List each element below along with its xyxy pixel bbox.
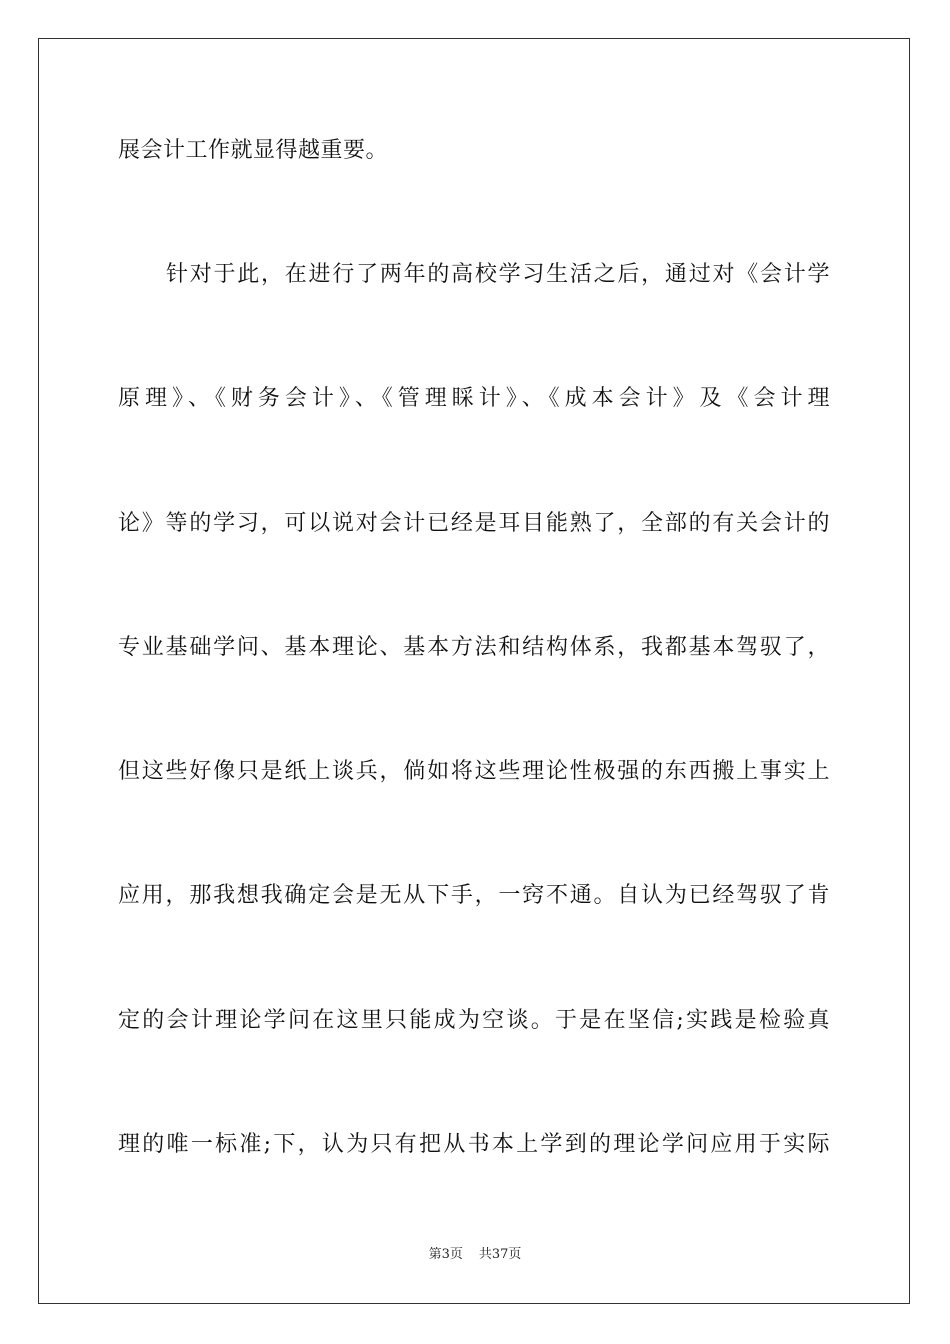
paragraph-line-4: 论》等的学习，可以说对会计已经是耳目能熟了，全部的有关会计的 [118,511,830,536]
paragraph-line-7: 应用，那我想我确定会是无从下手，一窍不通。自认为已经驾驭了肯 [118,883,830,908]
paragraph-line-1: 展会计工作就显得越重要。 [118,138,389,163]
page-footer [0,1246,950,1264]
page-number-current: 第3页 [428,1247,463,1262]
paragraph-line-3: 原理》、《财务会计》、《管理睬计》、《成本会计》及《会计理 [118,386,830,411]
paragraph-line-9: 理的唯一标准;下，认为只有把从书本上学到的理论学问应用于实际 [118,1132,830,1157]
page-border [38,38,910,1304]
paragraph-line-5: 专业基础学问、基本理论、基本方法和结构体系，我都基本驾驭了， [118,635,830,660]
page-number-total: 共37页 [478,1247,522,1262]
paragraph-line-6: 但这些好像只是纸上谈兵，倘如将这些理论性极强的东西搬上事实上 [118,759,830,784]
paragraph-line-2: 针对于此，在进行了两年的高校学习生活之后，通过对《会计学 [166,262,830,287]
paragraph-line-8: 定的会计理论学问在这里只能成为空谈。于是在坚信;实践是检验真 [118,1008,830,1033]
